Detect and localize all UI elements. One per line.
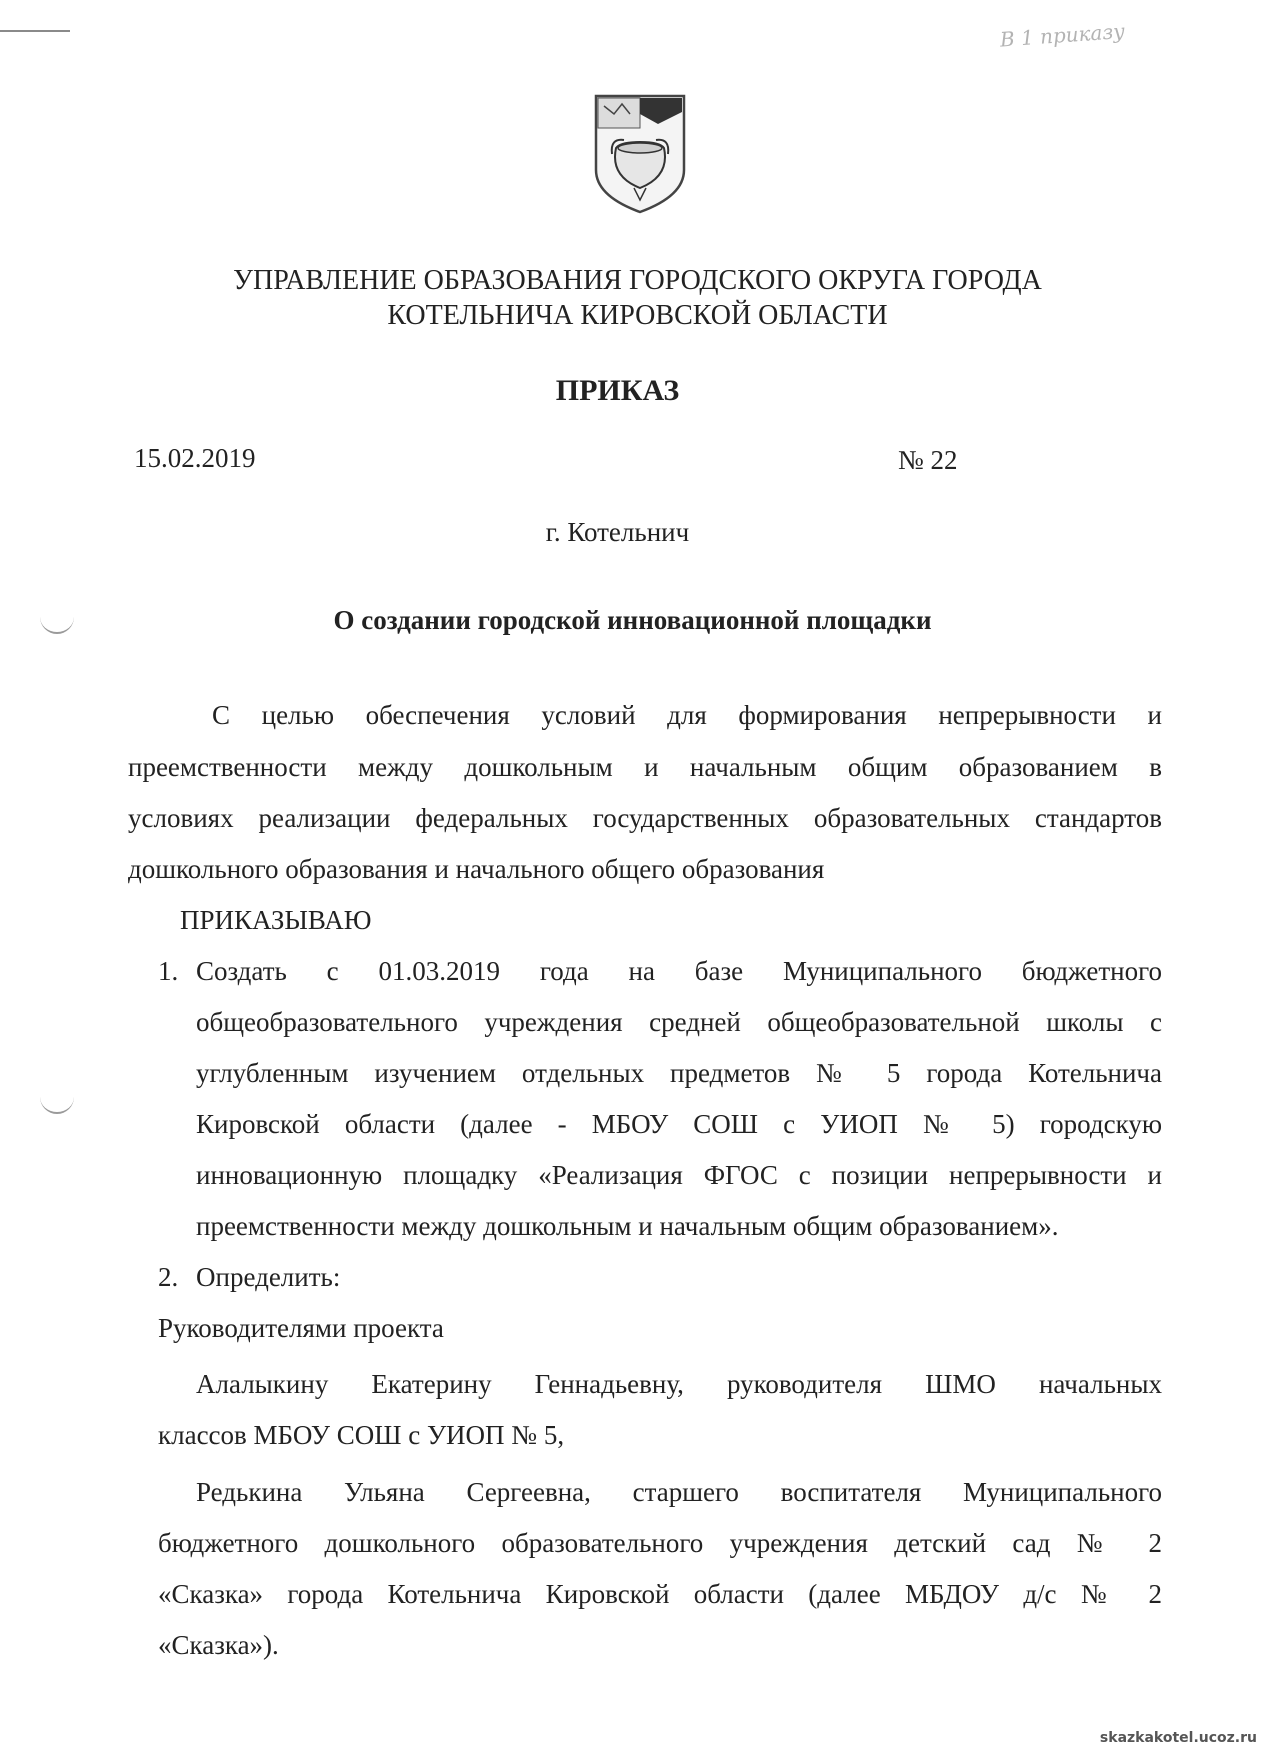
org-name-line-1: УПРАВЛЕНИЕ ОБРАЗОВАНИЯ ГОРОДСКОГО ОКРУГА ГОРОДА (233, 265, 1042, 296)
preamble-line: С целью обеспечения условий для формирования непрерывности и (212, 700, 1162, 730)
document-date: 15.02.2019 (134, 443, 256, 473)
scan-edge-line (0, 30, 70, 32)
item-text-line: Кировской области (далее - МБОУ СОШ с УИОП № 5) городскую (196, 1109, 1162, 1139)
leader-text-line: бюджетного дошкольного образовательного учреждения детский сад № 2 (158, 1528, 1162, 1558)
order-word: ПРИКАЗЫВАЮ (180, 905, 372, 935)
item-text-line: инновационную площадку «Реализация ФГОС с позиции непрерывности и (196, 1160, 1162, 1190)
item-text-line: Определить: (196, 1262, 341, 1292)
leader-text-line: «Сказка» города Котельнича Кировской области (далее МБДОУ д/с № 2 (158, 1579, 1162, 1609)
item-text-line: общеобразовательного учреждения средней общеобразовательной школы с (196, 1007, 1162, 1037)
item-text-line: Создать с 01.03.2019 года на базе Муниципального бюджетного (196, 956, 1162, 986)
leader-text-line: Редькина Ульяна Сергеевна, старшего воспитателя Муниципального (196, 1477, 1162, 1507)
site-watermark: skazkakotel.ucoz.ru (1099, 1730, 1257, 1746)
coat-of-arms-emblem (590, 92, 690, 216)
leaders-heading: Руководителями проекта (158, 1313, 444, 1343)
punch-hole-mark (40, 1092, 74, 1114)
preamble-line: дошкольного образования и начального общего образования (128, 854, 825, 884)
handwritten-note: В 1 приказу (999, 18, 1126, 52)
item-number: 1. (158, 956, 179, 986)
leader-text-line: Алалыкину Екатерину Геннадьевну, руководителя ШМО начальных (196, 1369, 1162, 1399)
item-number: 2. (158, 1262, 179, 1292)
preamble-line: условиях реализации федеральных государственных образовательных стандартов (128, 803, 1162, 833)
item-text-line: преемственности между дошкольным и начальным общим образованием». (196, 1211, 1059, 1241)
item-text-line: углубленным изучением отдельных предметов № 5 города Котельнича (196, 1058, 1162, 1088)
document-city: г. Котельнич (545, 517, 690, 547)
org-name-line-2: КОТЕЛЬНИЧА КИРОВСКОЙ ОБЛАСТИ (387, 300, 888, 331)
document-number: № 22 (898, 445, 958, 475)
preamble-line: преемственности между дошкольным и начальным общим образованием в (128, 752, 1162, 782)
leader-text-line: «Сказка»). (158, 1630, 279, 1660)
document-subject: О создании городской инновационной площадки (333, 605, 932, 635)
document-type-title: ПРИКАЗ (555, 374, 680, 407)
leader-text-line: классов МБОУ СОШ с УИОП № 5, (158, 1420, 565, 1450)
